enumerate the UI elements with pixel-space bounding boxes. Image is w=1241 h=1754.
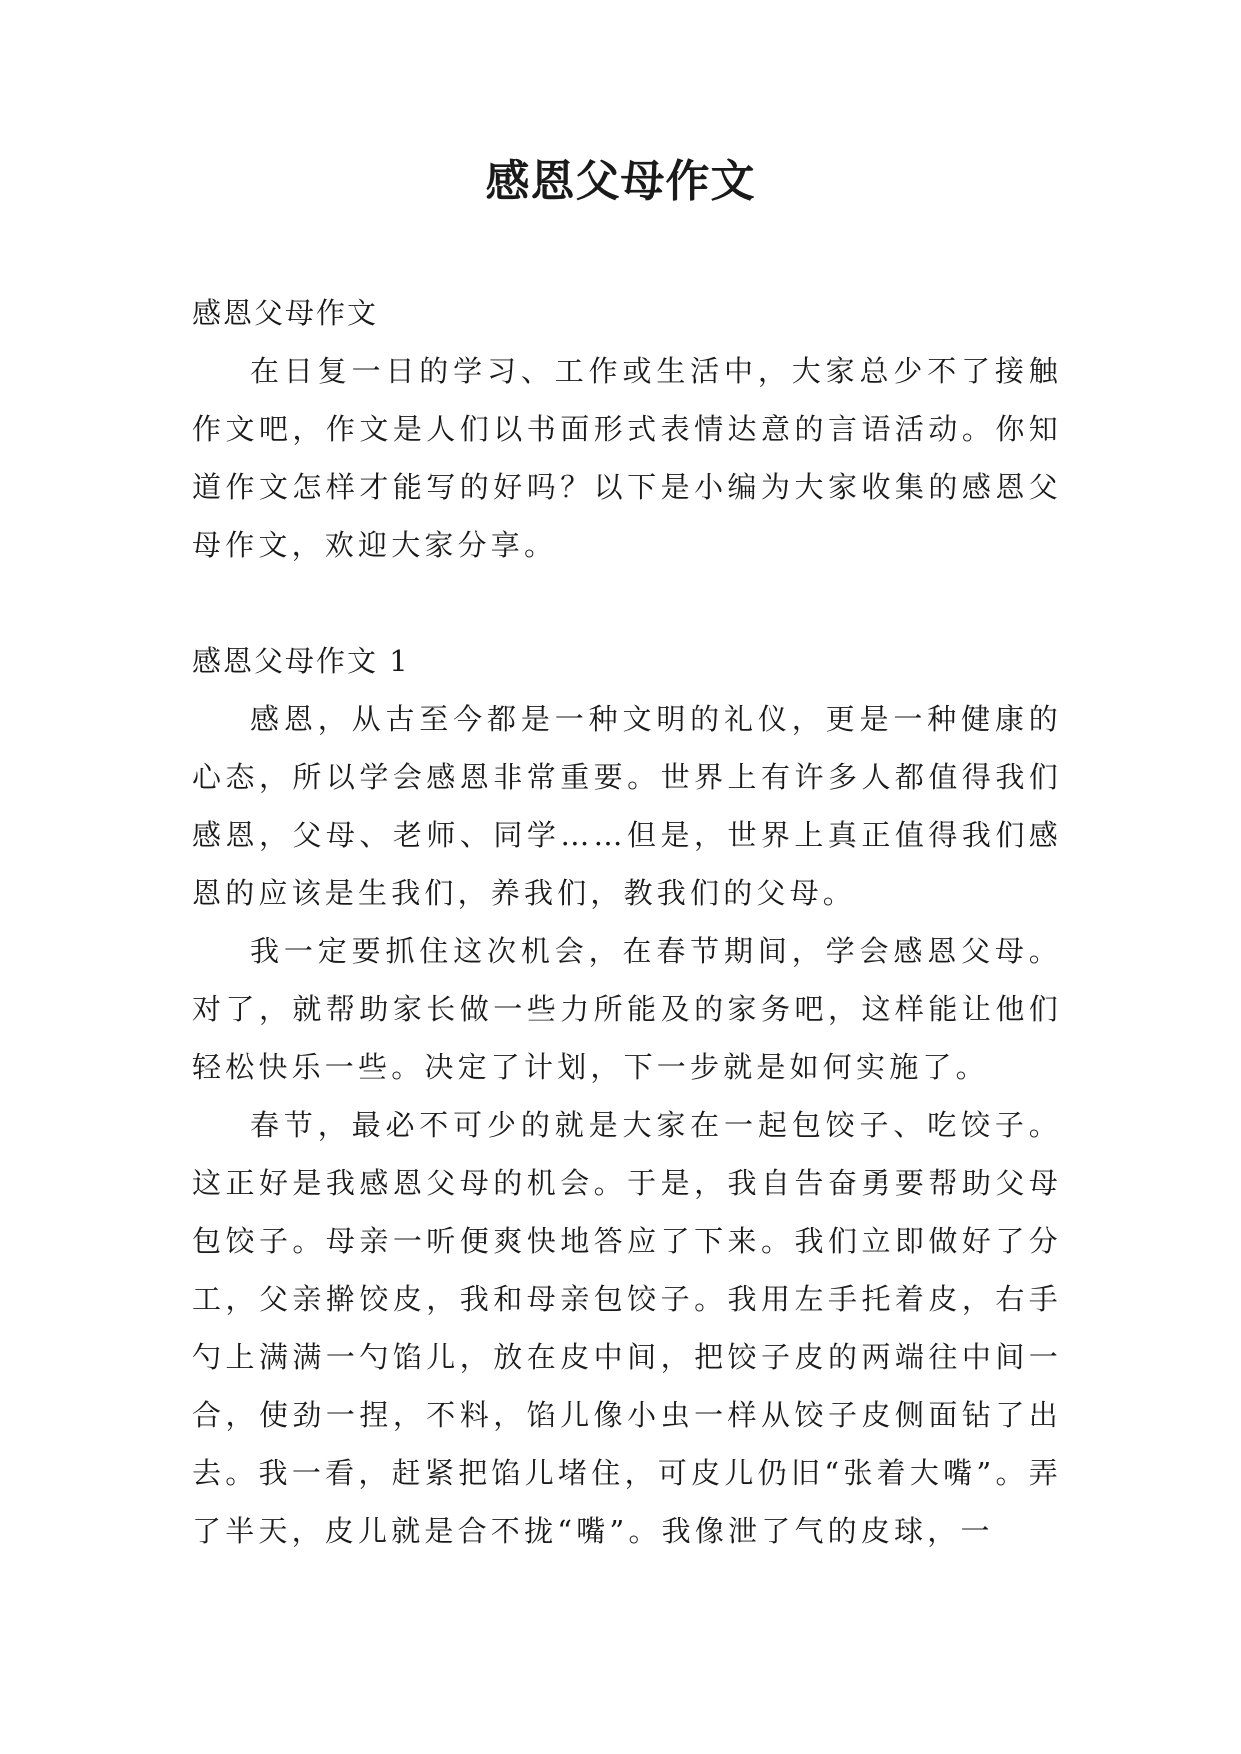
intro-paragraph: 在日复一日的学习、工作或生活中，大家总少不了接触作文吧，作文是人们以书面形式表情达意的言语活动。你知道作文怎样才能写的好吗？以下是小编为大家收集的感恩父母作文，欢迎大家分享。 — [192, 354, 1062, 562]
essay1-paragraph-1: 感恩，从古至今都是一种文明的礼仪，更是一种健康的心态，所以学会感恩非常重要。世界上有许多人都值得我们感恩，父母、老师、同学……但是，世界上真正值得我们感恩的应该是生我们，养我们，教我们的父母。 — [192, 702, 1062, 910]
intro-heading: 感恩父母作文 — [192, 296, 379, 330]
document-title: 感恩父母作文 — [485, 156, 756, 207]
section-gap — [192, 574, 1062, 632]
essay1-heading: 感恩父母作文 1 — [192, 644, 410, 678]
essay1-paragraph-2: 我一定要抓住这次机会，在春节期间，学会感恩父母。对了，就帮助家长做一些力所能及的家务吧，这样能让他们轻松快乐一些。决定了计划，下一步就是如何实施了。 — [192, 934, 1062, 1084]
essay1-paragraph-3: 春节，最必不可少的就是大家在一起包饺子、吃饺子。这正好是我感恩父母的机会。于是，我自告奋勇要帮助父母包饺子。母亲一听便爽快地答应了下来。我们立即做好了分工，父亲擀饺皮，我和母亲包饺子。我用左手托着皮，右手勺上满满一勺馅儿，放在皮中间，把饺子皮的两端往中间一合，使劲一捏，不料，馅儿像小虫一样从饺子皮侧面钻了出去。我一看，赶紧把馅儿堵住，可皮儿仍旧“张着大嘴”。弄了半天，皮儿就是合不拢“嘴”。我像泄了气的皮球，一 — [192, 1108, 1062, 1548]
document-body — [192, 284, 1062, 1560]
